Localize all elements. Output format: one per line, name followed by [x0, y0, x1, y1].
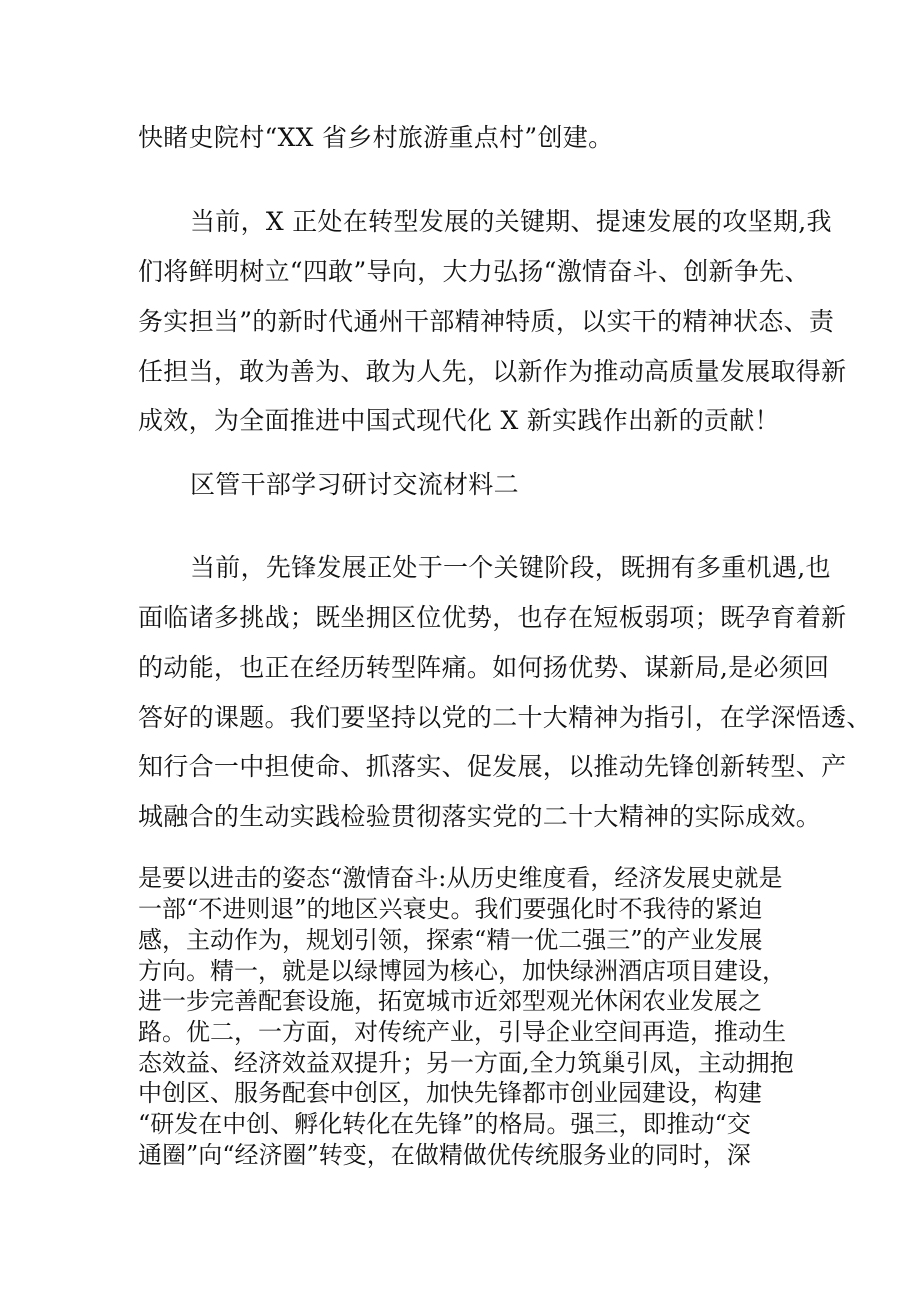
intro-line: 快睹史院村“XX 省乡村旅游重点村”创建。	[138, 123, 614, 152]
paragraph-2-line-6: 城融合的生动实践检验贯彻落实党的二十大精神的实际成效。	[138, 802, 822, 831]
paragraph-3-line-10: 通圈”向“经济圈”转变，在做精做优传统服务业的同时，深	[138, 1141, 751, 1169]
paragraph-3-line-2: 一部“不进则退”的地区兴衰史。我们要强化时不我待的紧迫	[138, 895, 763, 923]
paragraph-3-line-7: 态效益、经济效益双提升；另一方面,全力筑巢引凤，主动拥抱	[138, 1049, 794, 1077]
paragraph-2-line-2: 面临诸多挑战；既坐拥区位优势，也存在短板弱项；既孕育着新	[138, 603, 847, 632]
paragraph-3-line-1: 是要以进击的姿态“激情奋斗:从历史维度看，经济发展史就是	[138, 864, 783, 892]
paragraph-3-line-6: 路。优二，一方面，对传统产业，引导企业空间再造，推动生	[138, 1018, 786, 1046]
paragraph-2-line-3: 的动能，也正在经历转型阵痛。如何扬优势、谋新局,是必须回	[138, 653, 830, 682]
paragraph-2-line-1: 当前，先锋发展正处于一个关键阶段，既拥有多重机遇,也	[190, 553, 831, 582]
paragraph-2-line-4: 答好的课题。我们要坚持以党的二十大精神为指引，在学深悟透、	[138, 703, 872, 732]
paragraph-3-line-3: 感，主动作为，规划引领，探索“精一优二强三”的产业发展	[138, 926, 763, 954]
paragraph-1-line-5: 成效，为全面推进中国式现代化 X 新实践作出新的贡献！	[138, 406, 780, 435]
paragraph-1-line-4: 任担当，敢为善为、敢为人先，以新作为推动高质量发展取得新	[138, 357, 847, 386]
section-title: 区管干部学习研讨交流材料二	[190, 470, 519, 499]
paragraph-3-line-8: 中创区、服务配套中创区，加快先锋都市创业园建设，构建	[138, 1079, 762, 1107]
paragraph-3-line-4: 方向。精一，就是以绿博园为核心，加快绿洲酒店项目建设，	[138, 957, 786, 985]
paragraph-1-line-3: 务实担当”的新时代通州干部精神特质，以实干的精神状态、责	[138, 307, 835, 336]
paragraph-2-line-5: 知行合一中担使命、抓落实、促发展，以推动先锋创新转型、产	[138, 752, 847, 781]
paragraph-1-line-1: 当前，X 正处在转型发展的关键期、提速发展的攻坚期,我	[190, 207, 832, 236]
paragraph-1-line-2: 们将鲜明树立“四敢”导向，大力弘扬“激情奋斗、创新争先、	[138, 257, 810, 286]
paragraph-3-line-5: 进一步完善配套设施，拓宽城市近郊型观光休闲农业发展之	[138, 987, 762, 1015]
paragraph-3-line-9: “研发在中创、孵化转化在先锋”的格局。强三，即推动“交	[138, 1110, 751, 1138]
